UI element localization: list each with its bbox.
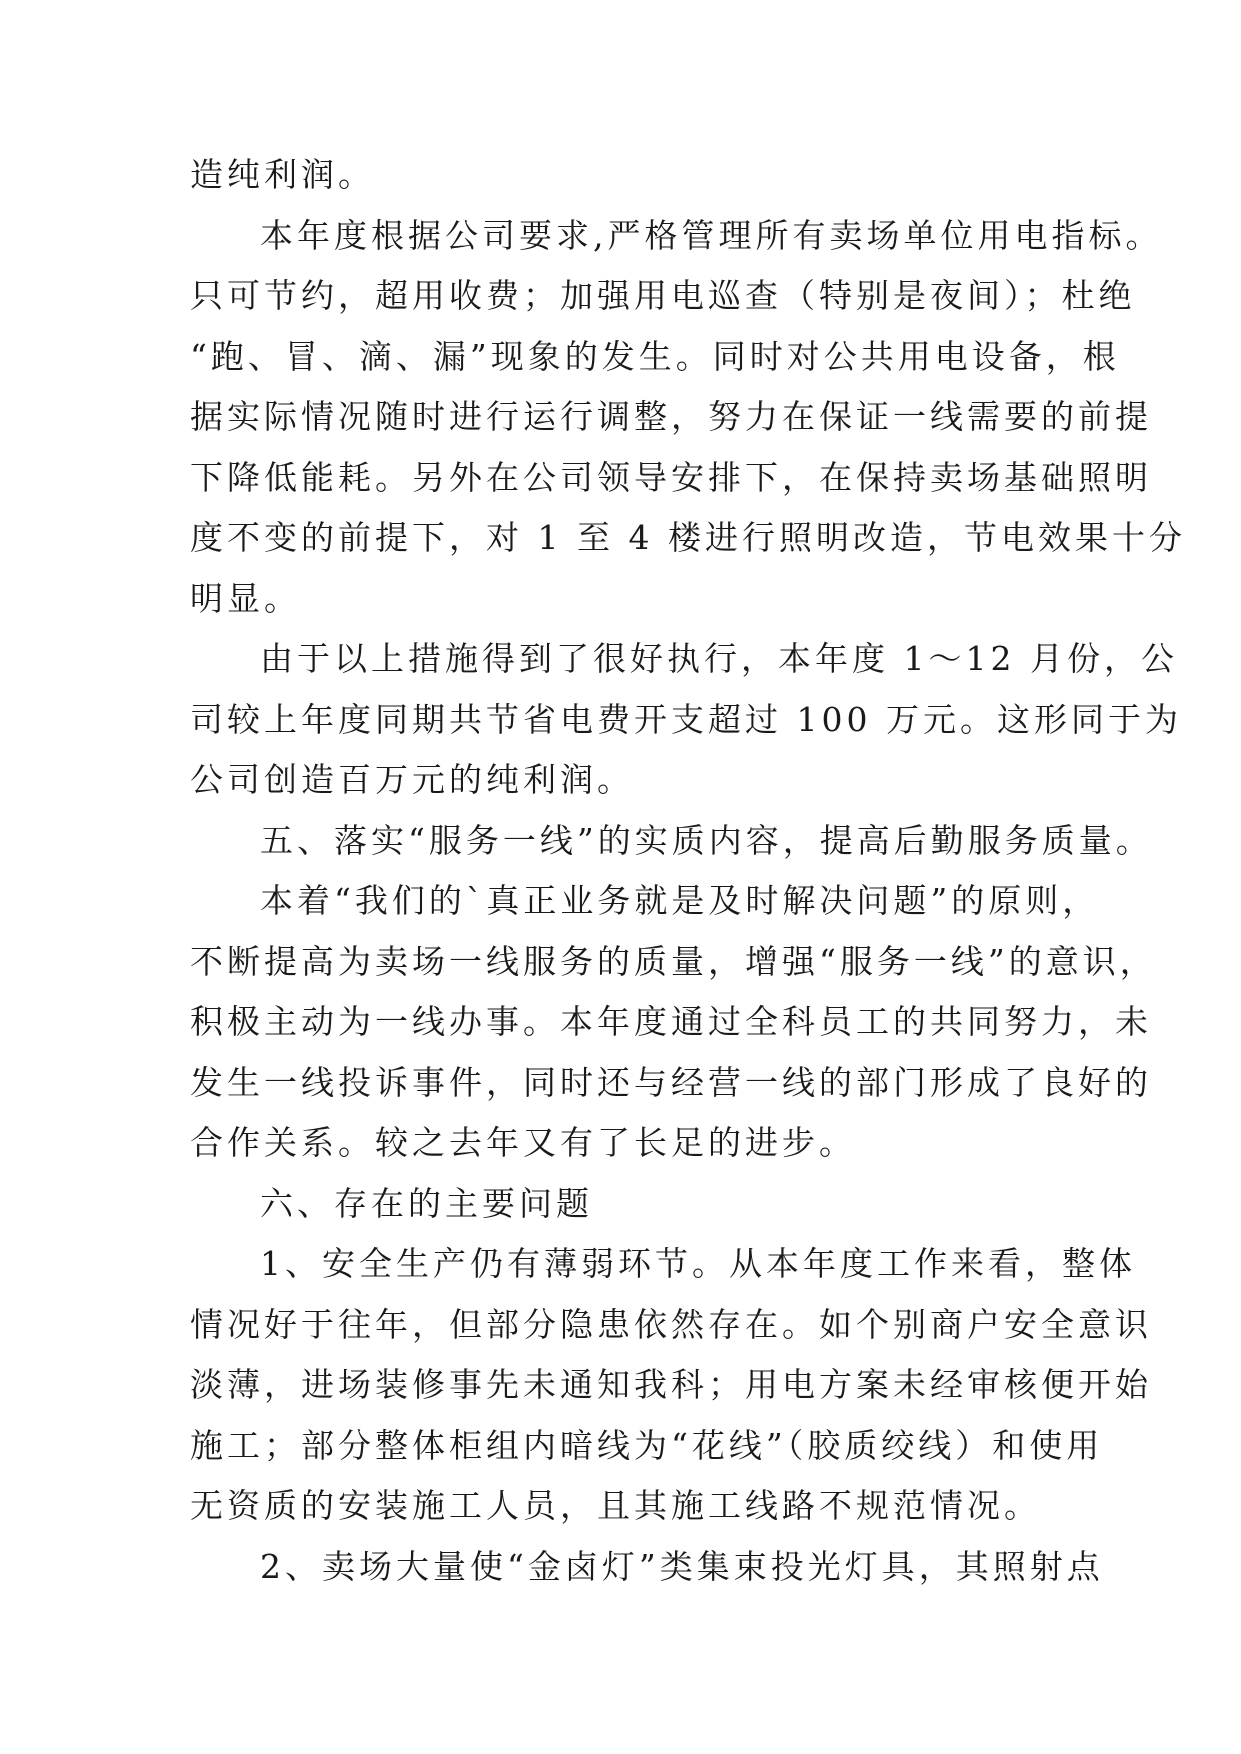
text-line: 积极主动为一线办事。本年度通过全科员工的共同努力，未 xyxy=(190,1002,1152,1041)
text-line: 造纯利润。 xyxy=(190,155,375,194)
text-line: 司较上年度同期共节省电费开支超过 100 万元。这形同于为 xyxy=(190,699,1182,739)
text-line: 淡薄，进场装修事先未通知我科；用电方案未经审核便开始 xyxy=(190,1365,1152,1404)
text-line: 1、安全生产仍有薄弱环节。从本年度工作来看，整体 xyxy=(260,1244,1136,1283)
text-line: 本年度根据公司要求,严格管理所有卖场单位用电指标。 xyxy=(260,215,1163,255)
text-line: 由于以上措施得到了很好执行，本年度 1～12 月份，公 xyxy=(260,639,1178,678)
section-heading: 五、落实“服务一线”的实质内容，提高后勤服务质量。 xyxy=(260,820,1153,860)
text-line: 施工；部分整体柜组内暗线为“花线”（胶质绞线）和使用 xyxy=(190,1425,1104,1465)
text-line: 合作关系。较之去年又有了长足的进步。 xyxy=(190,1123,856,1162)
text-line: 不断提高为卖场一线服务的质量，增强“服务一线”的意识， xyxy=(190,941,1157,981)
text-line: 本着“我们的`真正业务就是及时解决问题”的原则， xyxy=(260,881,1100,920)
text-line: 只可节约，超用收费；加强用电巡查（特别是夜间）；杜绝 xyxy=(190,276,1136,315)
document-body xyxy=(190,145,1186,1597)
text-line: 情况好于往年，但部分隐患依然存在。如个别商户安全意识 xyxy=(190,1304,1152,1344)
section-heading: 六、存在的主要问题 xyxy=(260,1183,593,1223)
text-line: 下降低能耗。另外在公司领导安排下，在保持卖场基础照明 xyxy=(190,457,1152,497)
text-line: 2、卖场大量使“金卤灯”类集束投光灯具，其照射点 xyxy=(260,1546,1104,1586)
text-line: “跑、冒、滴、漏”现象的发生。同时对公共用电设备，根 xyxy=(190,336,1120,376)
text-line: 据实际情况随时进行运行调整，努力在保证一线需要的前提 xyxy=(190,397,1152,436)
text-line: 公司创造百万元的纯利润。 xyxy=(190,760,634,799)
text-line: 无资质的安装施工人员，且其施工线路不规范情况。 xyxy=(190,1486,1041,1525)
text-line: 发生一线投诉事件，同时还与经营一线的部门形成了良好的 xyxy=(190,1062,1152,1102)
text-line: 度不变的前提下，对 1 至 4 楼进行照明改造，节电效果十分 xyxy=(190,518,1186,557)
text-line: 明显。 xyxy=(190,578,301,618)
